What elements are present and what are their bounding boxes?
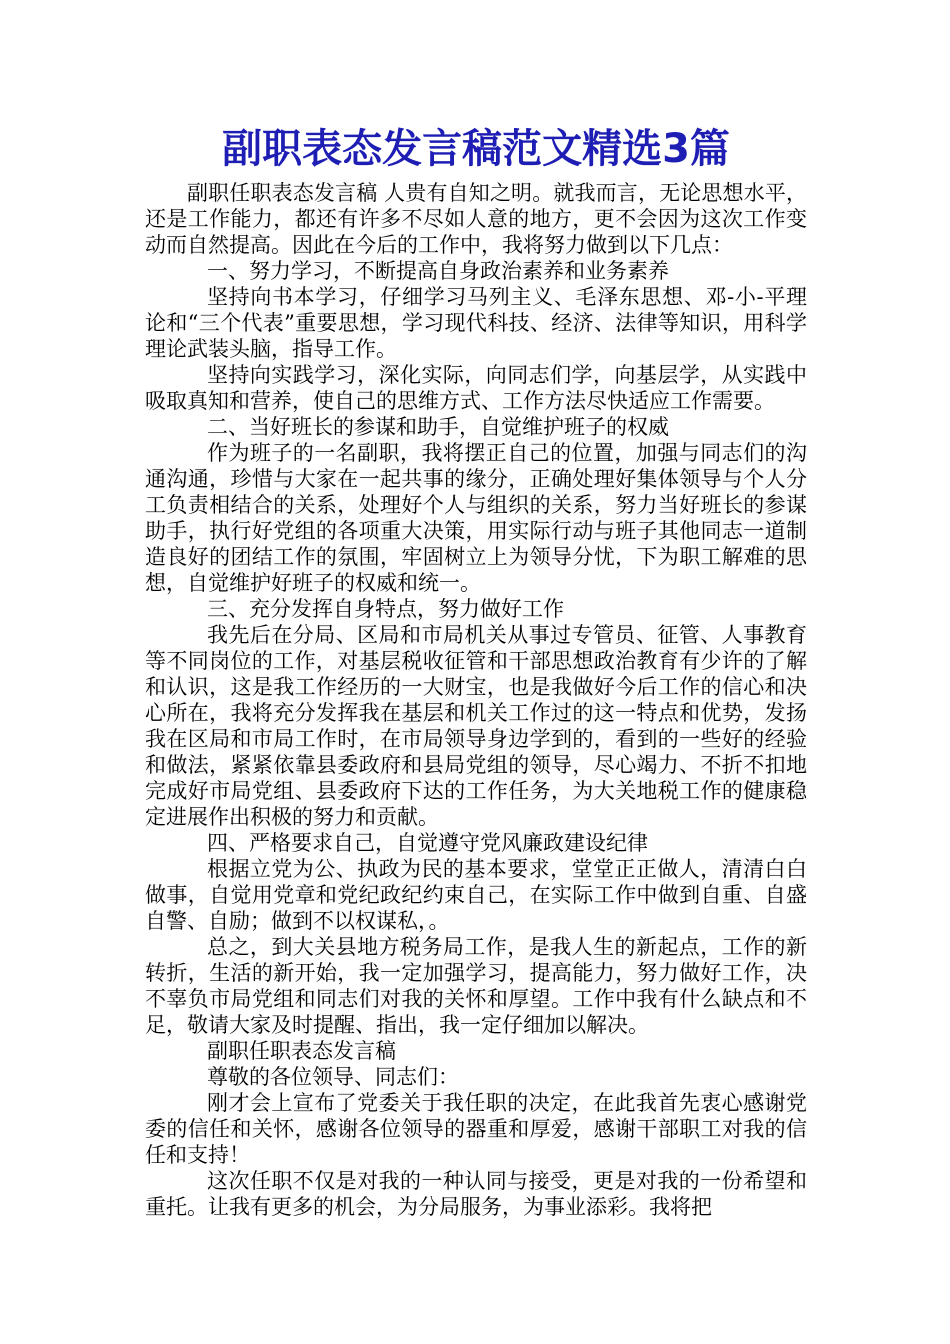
section-heading-4: 四、严格要求自己，自觉遵守党风廉政建设纪律 <box>207 831 648 855</box>
section-heading-2: 二、当好班长的参谋和助手，自觉维护班子的权威 <box>207 415 669 439</box>
paragraph: 这次任职不仅是对我的一种认同与接受，更是对我的一份希望和重托。让我有更多的机会，为分局服务，为事业添彩。我将把 <box>145 1169 807 1219</box>
paragraph: 总之，到大关县地方税务局工作，是我人生的新起点，工作的新转折，生活的新开始，我一定加强学习，提高能力，努力做好工作，决不辜负市局党组和同志们对我的关怀和厚望。工作中我有什么缺点和不足，敬请大家及时提醒、指出，我一定仔细加以解决。 <box>145 935 807 1037</box>
paragraph: 我先后在分局、区局和市局机关从事过专管员、征管、人事教育等不同岗位的工作，对基层税收征管和干部思想政治教育有少许的了解和认识，这是我工作经历的一大财宝，也是我做好今后工作的信心和决心所在，我将充分发挥我在基层和机关工作过的这一特点和优势，发扬我在区局和市局工作时，在市局领导身边学到的，看到的一些好的经验和做法，紧紧依靠县委政府和县局党组的领导，尽心竭力、不折不扣地完成好市局党组、县委政府下达的工作任务，为大关地税工作的健康稳定进展作出积极的努力和贡献。 <box>145 623 807 829</box>
paragraph: 刚才会上宣布了党委关于我任职的决定，在此我首先衷心感谢党委的信任和关怀，感谢各位领导的器重和厚爱，感谢干部职工对我的信任和支持！ <box>145 1091 807 1167</box>
paragraph: 副职任职表态发言稿 人贵有自知之明。就我而言，无论思想水平，还是工作能力，都还有许多不尽如人意的地方，更不会因为这次工作变动而自然提高。因此在今后的工作中，我将努力做到以下几点： <box>145 181 807 257</box>
paragraph: 作为班子的一名副职，我将摆正自己的位置，加强与同志们的沟通沟通，珍惜与大家在一起共事的缘分，正确处理好集体领导与个人分工负责相结合的关系，处理好个人与组织的关系，努力当好班长的参谋助手，执行好党组的各项重大决策，用实际行动与班子其他同志一道制造良好的团结工作的氛围，牢固树立上为领导分忧，下为职工解难的思想，自觉维护好班子的权威和统一。 <box>145 441 807 595</box>
section-heading-3: 三、充分发挥自身特点，努力做好工作 <box>207 597 564 621</box>
salutation: 尊敬的各位领导、同志们： <box>207 1065 459 1089</box>
document-page <box>145 120 807 1220</box>
paragraph: 坚持向实践学习，深化实际，向同志们学，向基层学，从实践中吸取真知和营养，使自己的思维方式、工作方法尽快适应工作需要。 <box>145 363 807 413</box>
document-title: 副职表态发言稿范文精选3篇 <box>222 126 730 172</box>
paragraph: 坚持向书本学习，仔细学习马列主义、毛泽东思想、邓-小-平理论和“三个代表”重要思想，学习现代科技、经济、法律等知识，用科学理论武装头脑，指导工作。 <box>145 285 807 361</box>
document-body <box>145 180 807 1220</box>
subtitle: 副职任职表态发言稿 <box>207 1039 396 1063</box>
section-heading-1: 一、努力学习，不断提高自身政治素养和业务素养 <box>207 259 669 283</box>
paragraph: 根据立党为公、执政为民的基本要求，堂堂正正做人，清清白白做事，自觉用党章和党纪政纪约束自己，在实际工作中做到自重、自盛自警、自励；做到不以权谋私，。 <box>145 857 807 933</box>
